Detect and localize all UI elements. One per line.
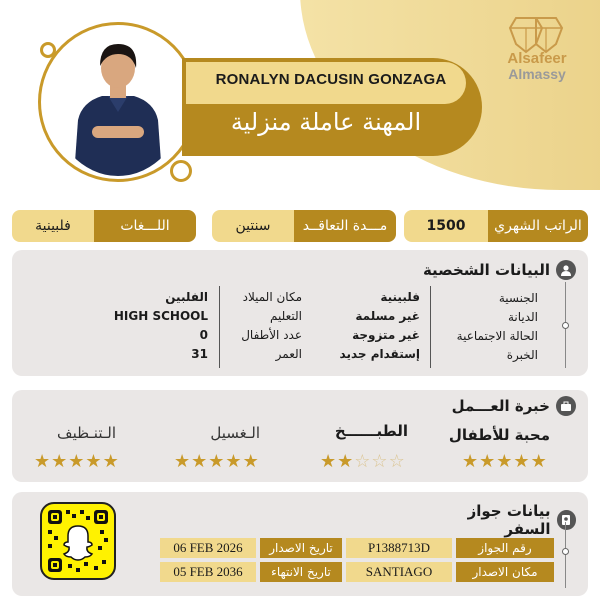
star-filled-icon: ★ — [513, 451, 531, 472]
issue-date-value: 06 FEB 2026 — [160, 538, 256, 558]
education-value: HIGH SCHOOL — [113, 309, 208, 323]
education-label: التعليم — [270, 309, 302, 323]
star-filled-icon: ★ — [102, 451, 120, 472]
contract-value: سنتين — [212, 210, 294, 242]
salary-pill — [404, 210, 588, 242]
expiry-date-label: تاريخ الانتهاء — [260, 562, 342, 582]
star-empty-icon: ☆ — [371, 451, 389, 472]
star-filled-icon: ★ — [479, 451, 497, 472]
nationality-label: الجنسية — [498, 291, 538, 305]
languages-value: فلبينية — [12, 210, 94, 242]
religion-value: غير مسلمة — [355, 309, 420, 323]
marital-status-value: غير متزوجة — [352, 328, 420, 342]
passport-number-label: رقم الجواز — [456, 538, 554, 558]
issue-date-label: تاريخ الاصدار — [260, 538, 342, 558]
column-divider — [219, 286, 220, 368]
passport-title: بيانات جواز السفر — [467, 502, 551, 538]
children-label: عدد الأطفال — [241, 328, 302, 342]
skill-laundry-rating — [174, 451, 260, 472]
snapchat-qr-icon[interactable] — [40, 502, 116, 580]
star-empty-icon: ☆ — [354, 451, 372, 472]
experience-label: الخبرة — [506, 348, 538, 362]
salary-label: الراتب الشهري — [488, 210, 588, 242]
skill-childcare-rating — [462, 451, 548, 472]
experience-value: إستقدام جديد — [339, 347, 420, 361]
languages-label: اللـــغات — [94, 210, 196, 242]
age-label: العمر — [275, 347, 302, 361]
job-title: المهنة عاملة منزلية — [230, 108, 422, 136]
star-filled-icon: ★ — [85, 451, 103, 472]
children-value: 0 — [199, 328, 208, 342]
star-filled-icon: ★ — [225, 451, 243, 472]
nationality-value: فلبينية — [380, 290, 420, 304]
star-filled-icon: ★ — [337, 451, 355, 472]
star-filled-icon: ★ — [51, 451, 69, 472]
decor-dot — [40, 42, 56, 58]
star-filled-icon: ★ — [174, 451, 192, 472]
issue-place-label: مكان الاصدار — [456, 562, 554, 582]
briefcase-icon — [556, 396, 576, 416]
timeline-dot — [562, 548, 569, 555]
contract-pill — [212, 210, 396, 242]
skill-laundry-label: الـغسيل — [210, 424, 260, 442]
passport-number-value: P1388713D — [346, 538, 452, 558]
birthplace-label: مكان الميلاد — [242, 290, 302, 304]
skill-cleaning-rating — [34, 451, 120, 472]
user-icon — [556, 260, 576, 280]
languages-pill — [12, 210, 196, 242]
personal-info-header — [400, 260, 576, 280]
expiry-date-value: 05 FEB 2036 — [160, 562, 256, 582]
star-filled-icon: ★ — [530, 451, 548, 472]
column-divider — [430, 286, 431, 368]
contract-label: مـــدة التعاقــد — [294, 210, 396, 242]
age-value: 31 — [191, 347, 208, 361]
passport-header — [420, 502, 576, 538]
star-filled-icon: ★ — [320, 451, 338, 472]
skill-cooking-rating — [320, 451, 406, 472]
profile-photo — [52, 28, 184, 176]
issue-place-value: SANTIAGO — [346, 562, 452, 582]
star-filled-icon: ★ — [68, 451, 86, 472]
candidate-name: RONALYN DACUSIN GONZAGA — [215, 71, 447, 88]
timeline-dot — [562, 322, 569, 329]
star-empty-icon: ☆ — [388, 451, 406, 472]
star-filled-icon: ★ — [462, 451, 480, 472]
star-filled-icon: ★ — [208, 451, 226, 472]
skill-cleaning-label: الـتنـظيف — [57, 424, 116, 442]
salary-value: 1500 — [404, 210, 488, 242]
decor-dot — [170, 160, 192, 182]
work-experience-title: خبرة العـــمل — [451, 397, 550, 415]
marital-status-label: الحالة الاجتماعية — [456, 329, 538, 343]
skill-childcare-label: محبة للأطفال — [448, 426, 550, 444]
star-filled-icon: ★ — [191, 451, 209, 472]
birthplace-value: الفلبين — [165, 290, 208, 304]
work-experience-header — [420, 396, 576, 416]
timeline-line — [565, 522, 566, 588]
religion-label: الديانة — [507, 310, 538, 324]
logo-text-primary: Alsafeer — [507, 50, 567, 67]
personal-info-title: البيانات الشخصية — [422, 261, 550, 279]
star-filled-icon: ★ — [496, 451, 514, 472]
skill-cooking-label: الطبــــــخ — [334, 422, 408, 440]
passport-icon — [557, 510, 576, 530]
star-filled-icon: ★ — [242, 451, 260, 472]
star-filled-icon: ★ — [34, 451, 52, 472]
logo-text-secondary: Almassy — [508, 66, 566, 82]
